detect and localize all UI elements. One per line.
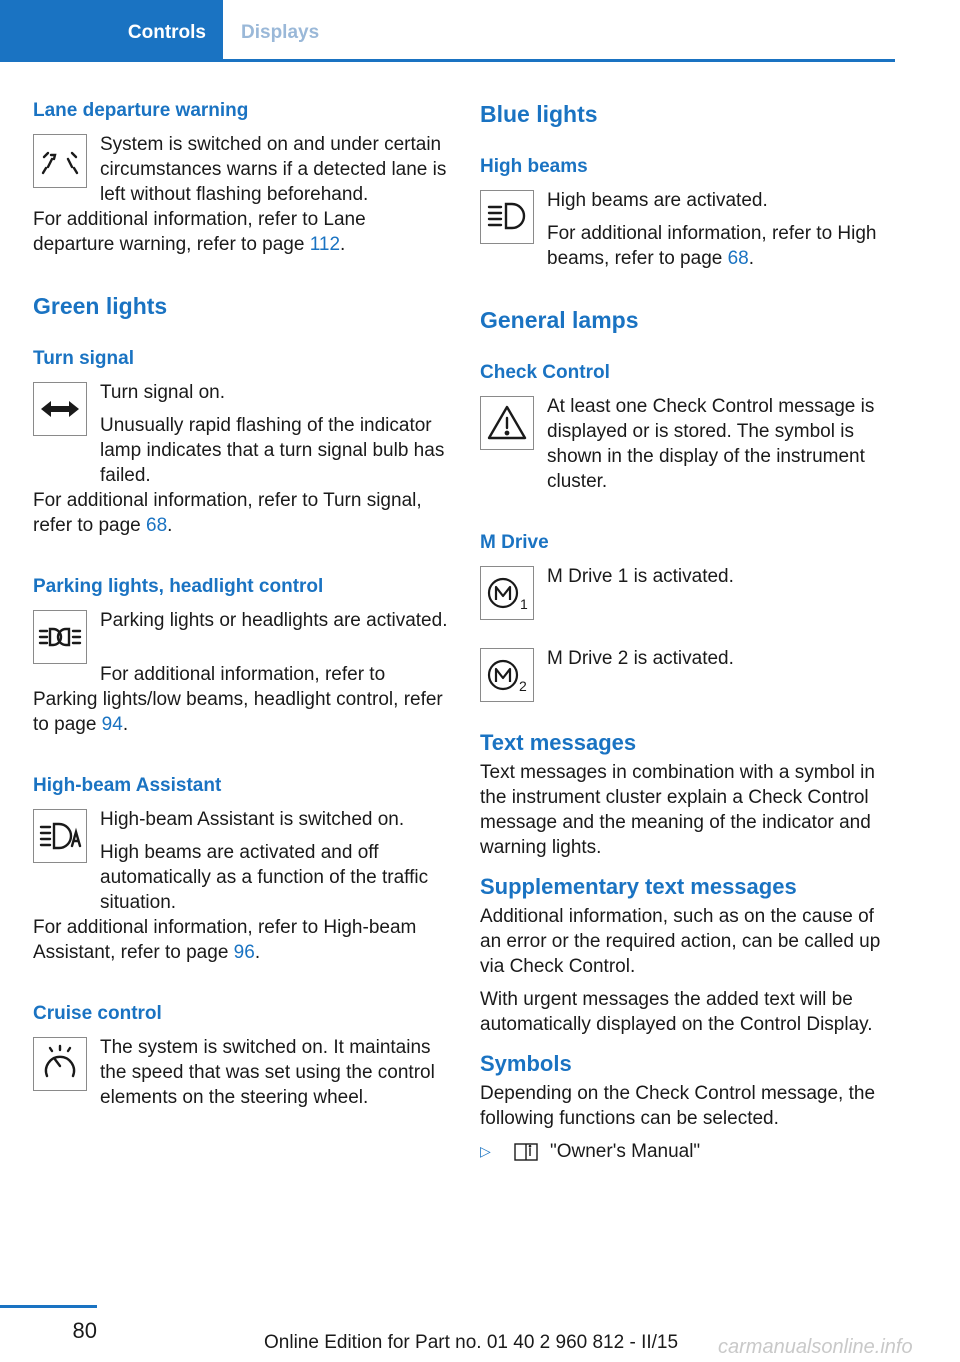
turn-signal-icon: [33, 382, 87, 436]
high-beams-reference: For additional information, refer to High beams, refer to page 68.: [547, 223, 877, 269]
edition-footer: Online Edition for Part no. 01 40 2 960 812 - II/15: [264, 1332, 679, 1353]
page-number: 80: [72, 1318, 97, 1343]
lane-departure-reference: For additional information, refer to Lane departure warning, refer to page 112.: [33, 209, 366, 255]
high-beam-assistant-text-2: High beams are activated and off automatically as a function of the traffic situation.: [100, 842, 429, 913]
m-drive-2-icon: [480, 648, 534, 702]
cruise-control-text: The system is switched on. It maintains the speed that was set using the control elements on the steering wheel.: [100, 1037, 435, 1108]
owners-manual-label: "Owner's Manual": [550, 1141, 701, 1162]
turn-signal-title: Turn signal: [33, 348, 134, 369]
high-beams-icon: [480, 190, 534, 244]
parking-lights-text: Parking lights or headlights are activated.: [100, 610, 448, 631]
m-drive-2-text: M Drive 2 is activated.: [547, 648, 734, 669]
check-control-entry: [480, 394, 896, 494]
m-drive-title: M Drive: [480, 532, 549, 553]
high-beams-title: High beams: [480, 156, 588, 177]
check-control-text: At least one Check Control message is displayed or is stored. The symbol is shown in the display of the instrument cluster.: [547, 396, 875, 492]
header-rule: [223, 59, 895, 62]
cruise-control-entry: [33, 1035, 449, 1110]
owners-manual-book-icon: [514, 1143, 538, 1161]
svg-text:1: 1: [520, 596, 528, 612]
m-drive-2-entry: [480, 646, 896, 704]
page-link-68-high-beams[interactable]: 68: [727, 248, 749, 269]
supplementary-text-2: With urgent messages the added text will be automatically displayed on the Control Display.: [480, 989, 873, 1035]
parking-lights-title: Parking lights, headlight control: [33, 576, 324, 597]
high-beams-text-1: High beams are activated.: [547, 190, 768, 211]
m-drive-1-entry: [480, 564, 896, 622]
svg-text:2: 2: [519, 678, 527, 694]
supplementary-heading: Supplementary text messages: [480, 874, 797, 899]
turn-signal-text-1: Turn signal on.: [100, 382, 225, 403]
high-beam-assistant-icon: [33, 809, 87, 863]
high-beam-assistant-entry: [33, 807, 449, 965]
header-tabs: [0, 0, 319, 62]
right-column: [480, 98, 896, 1164]
warning-triangle-icon: [480, 396, 534, 450]
page-link-112[interactable]: 112: [309, 234, 341, 255]
blue-lights-heading: Blue lights: [480, 101, 598, 127]
high-beam-assistant-text-1: High-beam Assistant is switched on.: [100, 809, 405, 830]
high-beam-assistant-reference: For additional information, refer to High-beam Assistant, refer to page 96.: [33, 917, 417, 963]
tab-displays[interactable]: Displays: [241, 22, 320, 43]
parking-lights-icon: [33, 610, 87, 664]
page-link-96[interactable]: 96: [233, 942, 255, 963]
parking-lights-reference: For additional information, refer to Parking lights/low beams, headlight control, refer to page 94.: [33, 664, 443, 735]
left-column: [33, 98, 449, 1146]
general-lamps-heading: General lamps: [480, 307, 639, 333]
lane-departure-text: System is switched on and under certain circumstances warns if a detected lane is left without flashing beforehand.: [100, 134, 447, 205]
supplementary-text-1: Additional information, such as on the cause of an error or the required action, can be called up via Check Control.: [480, 906, 881, 977]
symbols-text: Depending on the Check Control message, the following functions can be selected.: [480, 1083, 876, 1129]
text-messages-heading: Text messages: [480, 730, 637, 755]
supplementary-body: [480, 904, 896, 1037]
page-link-68[interactable]: 68: [146, 515, 168, 536]
list-item-owners-manual: [480, 1139, 896, 1164]
symbols-body: [480, 1081, 896, 1164]
lane-departure-title: Lane departure warning: [33, 100, 249, 121]
symbols-heading: Symbols: [480, 1051, 572, 1076]
lane-departure-entry: [33, 132, 449, 257]
lane-departure-icon: [33, 134, 87, 188]
high-beam-assistant-title: High-beam Assistant: [33, 775, 222, 796]
bullet-triangle-icon: ▷: [480, 1143, 491, 1159]
tab-controls[interactable]: Controls: [0, 0, 223, 62]
page-link-94[interactable]: 94: [101, 714, 123, 735]
watermark: carmanualsonline.info: [718, 1336, 913, 1358]
text-messages-body: [480, 760, 896, 860]
turn-signal-text-2: Unusually rapid flashing of the indicator lamp indicates that a turn signal bulb has failed.: [100, 415, 445, 486]
turn-signal-entry: [33, 380, 449, 538]
high-beams-entry: [480, 188, 896, 271]
m-drive-1-icon: [480, 566, 534, 620]
green-lights-heading: Green lights: [33, 293, 168, 319]
turn-signal-reference: For additional information, refer to Turn signal, refer to page 68.: [33, 490, 422, 536]
parking-lights-entry: [33, 608, 449, 737]
check-control-title: Check Control: [480, 362, 610, 383]
m-drive-1-text: M Drive 1 is activated.: [547, 566, 734, 587]
cruise-control-title: Cruise control: [33, 1003, 162, 1024]
text-messages-text: Text messages in combination with a symbol in the instrument cluster explain a Check Control message and the meaning of the indicator and warning lights.: [480, 762, 875, 858]
cruise-control-icon: [33, 1037, 87, 1091]
footer-rule: [0, 1305, 97, 1308]
